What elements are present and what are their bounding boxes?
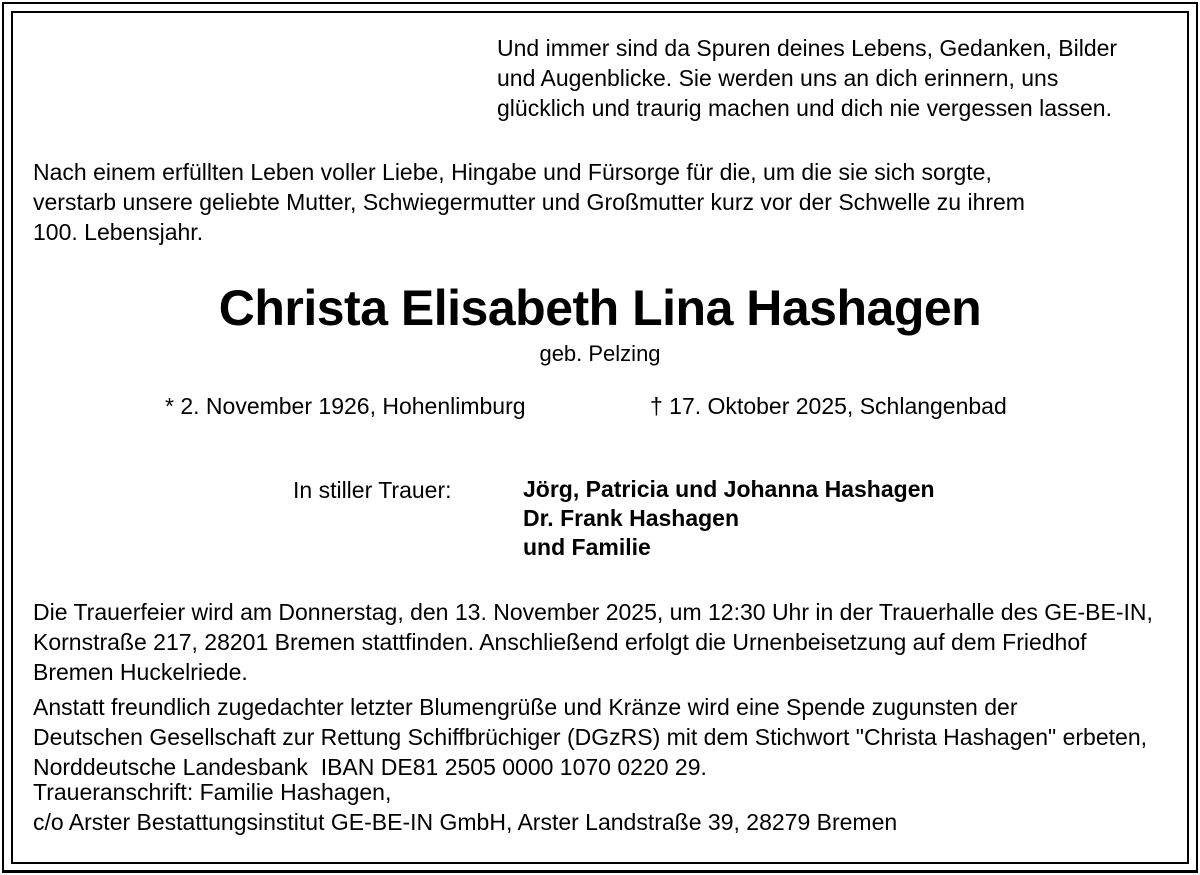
birth-date-place: * 2. November 1926, Hohenlimburg (165, 393, 526, 419)
text-line: und Familie (523, 534, 651, 560)
funeral-info-paragraph (33, 597, 1153, 687)
text-line: Deutschen Gesellschaft zur Rettung Schiffbrüchiger (DGzRS) mit dem Stichwort "Christa Hashagen" erbeten, (33, 724, 1147, 750)
maiden-name: geb. Pelzing (539, 341, 661, 366)
text-line: Jörg, Patricia und Johanna Hashagen (523, 476, 935, 502)
text-line: Bremen Huckelriede. (33, 659, 248, 685)
intro-paragraph (33, 157, 1025, 247)
text-line: Dr. Frank Hashagen (523, 505, 740, 531)
text-line: c/o Arster Bestattungsinstitut GE-BE-IN GmbH, Arster Landstraße 39, 28279 Bremen (33, 809, 898, 835)
text-line: Anstatt freundlich zugedachter letzter Blumengrüße und Kränze wird eine Spende zugunsten der (33, 694, 1018, 720)
text-line: verstarb unsere geliebte Mutter, Schwiegermutter und Großmutter kurz vor der Schwelle zu ihrem (33, 189, 1025, 215)
death-date-place: † 17. Oktober 2025, Schlangenbad (650, 393, 1007, 419)
mourning-label: In stiller Trauer: (293, 477, 452, 503)
text-line: Die Trauerfeier wird am Donnerstag, den 13. November 2025, um 12:30 Uhr in der Trauerhalle des GE-BE-IN, (33, 599, 1153, 625)
text-line: 100. Lebensjahr. (33, 219, 204, 245)
mourning-address-paragraph (33, 777, 897, 837)
memorial-quote (497, 33, 1117, 123)
text-line: Traueranschrift: Familie Hashagen, (33, 779, 392, 805)
text-line: glücklich und traurig machen und dich nie vergessen lassen. (497, 95, 1112, 121)
donation-info-paragraph (33, 692, 1147, 782)
deceased-name: Christa Elisabeth Lina Hashagen (218, 280, 982, 336)
text-line: Kornstraße 217, 28201 Bremen stattfinden. Anschließend erfolgt die Urnenbeisetzung auf dem Friedhof (33, 629, 1087, 655)
text-line: Nach einem erfüllten Leben voller Liebe, Hingabe und Fürsorge für die, um die sie sich sorgte, (33, 159, 992, 185)
text-line: Und immer sind da Spuren deines Lebens, Gedanken, Bilder (497, 35, 1118, 61)
mourning-names (523, 475, 935, 562)
text-line: und Augenblicke. Sie werden uns an dich erinnern, uns (497, 65, 1059, 91)
text-line: Norddeutsche Landesbank IBAN DE81 2505 0000 1070 0220 29. (33, 754, 707, 780)
